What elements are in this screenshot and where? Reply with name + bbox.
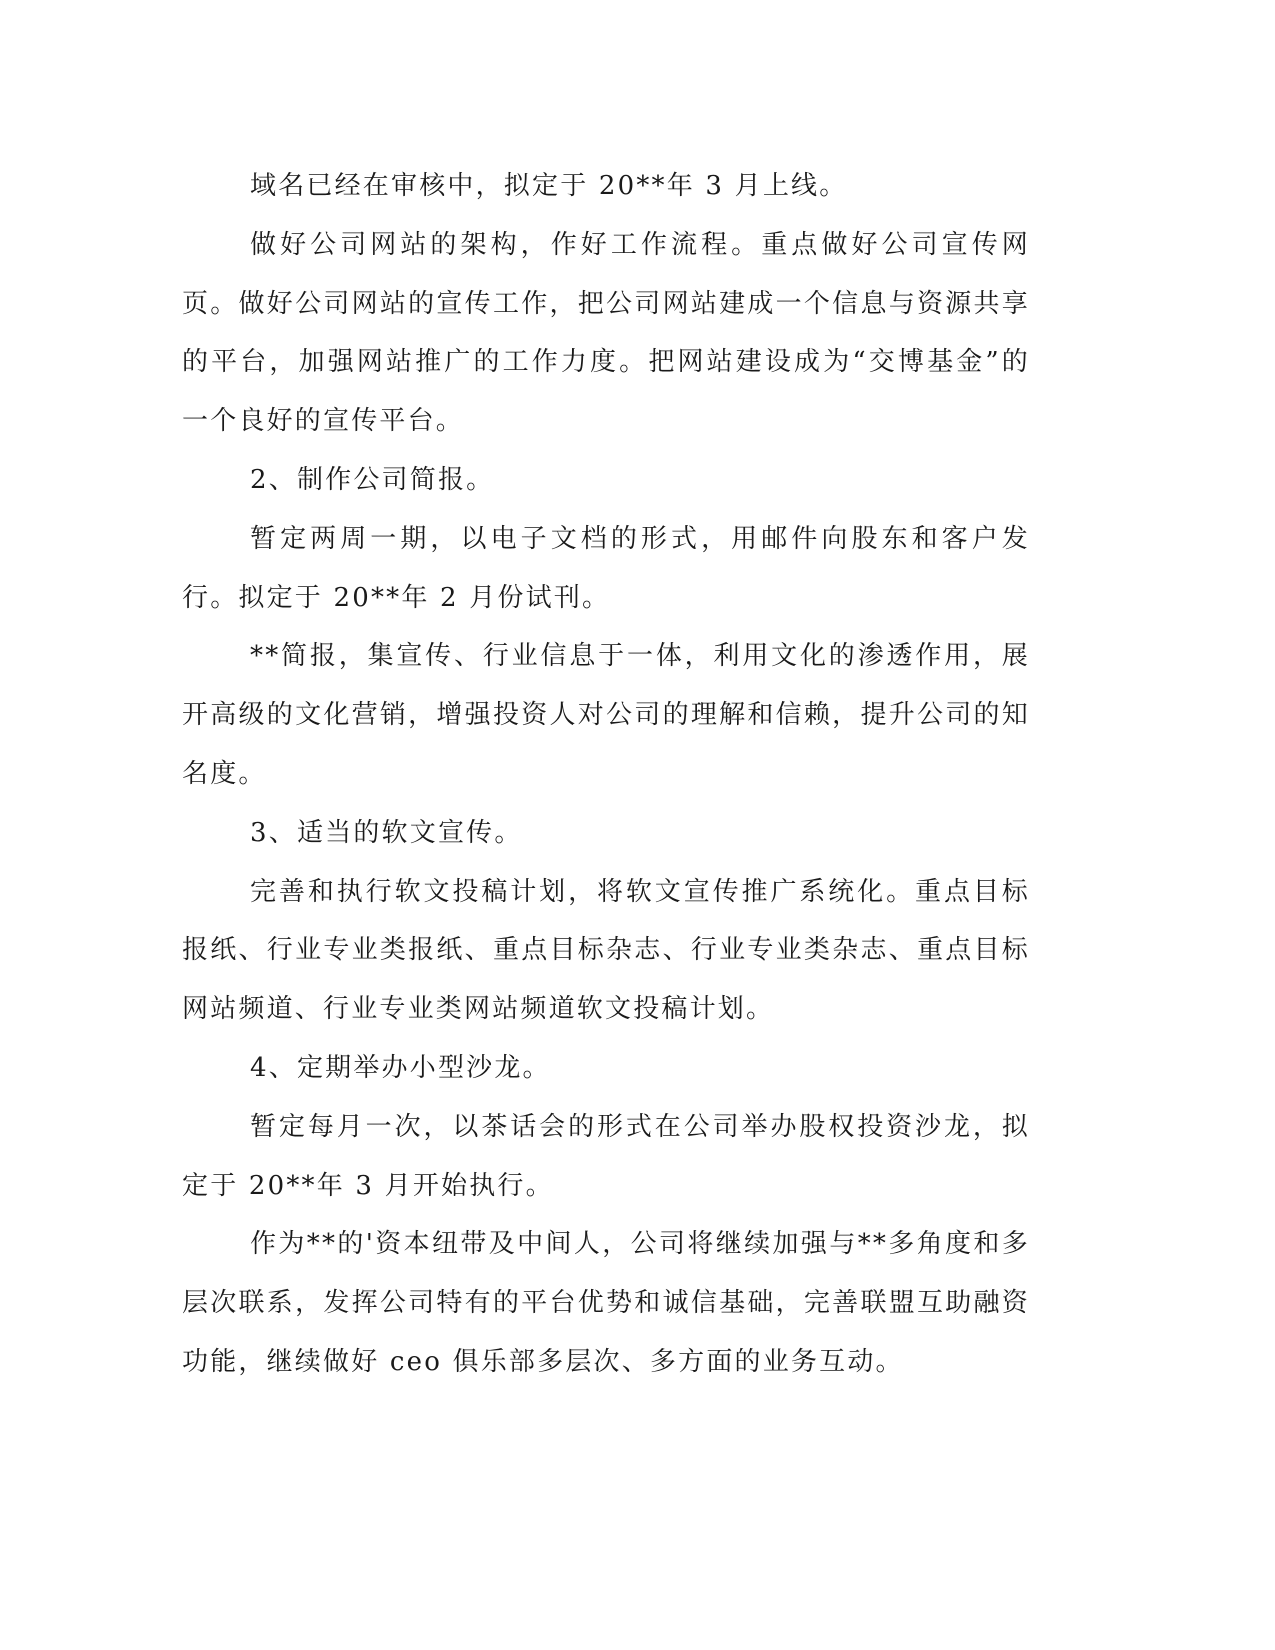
paragraph-domain-status: 域名已经在审核中，拟定于 20**年 3 月上线。 bbox=[250, 171, 848, 201]
paragraph-salon-schedule: 暂定每月一次，以茶话会的形式在公司举办股权投资沙龙，拟定于 20**年 3 月开始执行。 bbox=[182, 1111, 1030, 1201]
heading-soft-article-promotion: 3、适当的软文宣传。 bbox=[250, 817, 523, 848]
heading-salon-events: 4、定期举办小型沙龙。 bbox=[250, 1052, 551, 1083]
heading-company-newsletter: 2、制作公司简报。 bbox=[250, 464, 495, 495]
paragraph-newsletter-purpose: **简报，集宣传、行业信息于一体，利用文化的渗透作用，展开高级的文化营销，增强投资人对公司的理解和信赖，提升公司的知名度。 bbox=[182, 641, 1030, 789]
document-body bbox=[182, 157, 1030, 1392]
paragraph-newsletter-schedule: 暂定两周一期，以电子文档的形式，用邮件向股东和客户发行。拟定于 20**年 2 月份试刊。 bbox=[182, 523, 1030, 613]
paragraph-capital-link: 作为**的'资本纽带及中间人，公司将继续加强与**多角度和多层次联系，发挥公司特有的平台优势和诚信基础，完善联盟互助融资功能，继续做好 ceo 俱乐部多层次、多方面的业务互动。 bbox=[182, 1229, 1030, 1377]
paragraph-soft-article-plan: 完善和执行软文投稿计划，将软文宣传推广系统化。重点目标报纸、行业专业类报纸、重点目标杂志、行业专业类杂志、重点目标网站频道、行业专业类网站频道软文投稿计划。 bbox=[182, 876, 1030, 1025]
paragraph-website-plan: 做好公司网站的架构，作好工作流程。重点做好公司宣传网页。做好公司网站的宣传工作，把公司网站建成一个信息与资源共享的平台，加强网站推广的工作力度。把网站建设成为“交博基金”的一个良好的宣传平台。 bbox=[182, 229, 1030, 437]
